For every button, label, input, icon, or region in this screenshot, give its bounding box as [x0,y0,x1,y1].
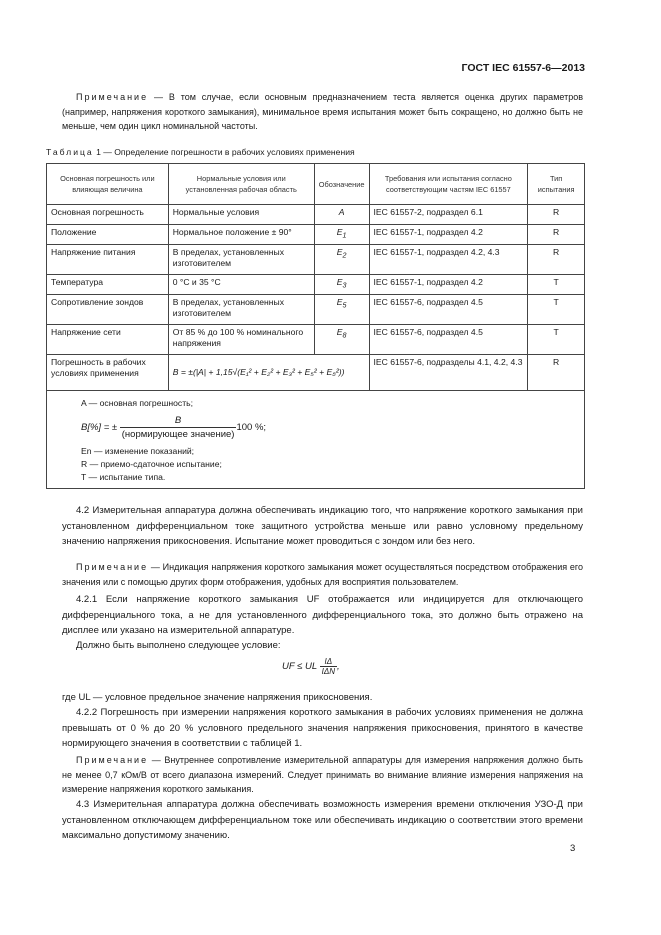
note-2 [62,560,583,589]
col-header: Обозначение [314,164,369,205]
cell-req: IEC 61557-1, подраздел 4.2 [369,275,528,295]
cell-formula [168,355,369,391]
sym-sub: 1 [342,231,347,240]
formula-lhs: B[%] = ± [81,422,118,434]
table-row [47,325,585,355]
cell-sym [314,295,369,325]
note-3 [62,753,583,797]
table-row [47,225,585,245]
note-r: R — приемо-сдаточное испытание; [81,459,222,469]
cell-param: Положение [47,225,169,245]
note-text: — Внутреннее сопротивление измерительной аппаратуры для измерения напряжения должно быть не менее 0,7 кОм/В от всего диапазона измерений. Следует принимать во внимание влияние измерения напряжения на измерение напряжения короткого замыкания. [62,755,583,794]
cell-param: Погрешность в рабочих условиях применения [47,355,169,391]
formula2-tail: , [336,661,340,673]
cell-req: IEC 61557-2, подраздел 6.1 [369,205,528,225]
note-label: Примечание [76,562,149,572]
formula2-lhs: UF ≤ UL [282,661,317,673]
cell-type: T [528,275,585,295]
formula-tail: 100 %; [236,422,267,434]
sym-main: E [336,277,343,287]
cell-sym [314,225,369,245]
para-4-2-2: 4.2.2 Погрешность при измерении напряжения короткого замыкания в рабочих условиях применения не должна превышать от 0 % до 20 % условного предельного значения напряжения прикосновения, принятого в качестве нормирующего значения в соответствии с таблицей 1. [62,707,583,749]
sym-main: A [338,207,345,217]
note-text: — В том случае, если основным предназначением теста является оценка других параметров (например, напряжения короткого замыкания), минимальное время испытания может быть сокращено, но должно быть не меньше, чем один цикл номинальной частоты. [62,92,583,131]
formula-num: B [120,414,237,428]
sym-main: E [336,227,343,237]
formula-uf [282,657,340,676]
table-notes-row [47,391,585,489]
cell-type: R [528,225,585,245]
cell-sym [314,245,369,275]
sym-sub: 8 [342,331,347,340]
para-where: где UL — условное предельное значение напряжения прикосновения. [62,692,373,703]
note-label: Примечание [76,92,149,102]
table-notes [47,391,585,489]
para-4-2: 4.2 Измерительная аппаратура должна обеспечивать индикацию того, что напряжение короткого замыкания при установленном дифференциальном токе защитного устройства меньше или равно условному предельному значению напряжения прикосновения. Испытание может проводиться с зондом или без него. [62,505,583,547]
cell-req: IEC 61557-1, подраздел 4.2, 4.3 [369,245,528,275]
sym-sub: 2 [342,251,347,260]
sym-sub: 5 [342,301,347,310]
note-a: A — основная погрешность; [81,398,194,408]
formula2-fraction [320,657,337,676]
formula-relative [81,414,578,441]
cell-param: Основная погрешность [47,205,169,225]
note-1 [62,90,583,134]
table-header-row [47,164,585,205]
table-caption [46,147,355,157]
formula-fraction [120,414,237,441]
cell-param: Температура [47,275,169,295]
caption-label: Таблица [46,147,94,157]
table-row [47,355,585,391]
cell-sym [314,205,369,225]
formula2-den: IΔN [321,667,335,676]
cell-cond: Нормальные условия [168,205,314,225]
cell-type: R [528,245,585,275]
cell-sym [314,275,369,295]
table-row [47,295,585,325]
para-4-3: 4.3 Измерительная аппаратура должна обеспечивать возможность измерения времени отключения УЗО-Д при установленном отключающем дифференциальном токе или обеспечивать индикацию о соответствии этого времени максимально допустимому значению. [62,799,583,841]
cell-type: T [528,325,585,355]
document-header: ГОСТ IEC 61557-6—2013 [461,62,585,74]
para-4-2-1: 4.2.1 Если напряжение короткого замыкания UF отображается или индицируется для отключающего дифференциального тока, а не для установленного дифференциального тока, это должно быть отражено на дисплее или указано на измерительной аппаратуре. [62,594,583,636]
cell-cond: От 85 % до 100 % номинального напряжения [168,325,314,355]
cell-cond: Нормальное положение ± 90° [168,225,314,245]
formula-b: B = ±(|A| + 1,15√(E₁² + E₂² + E₃² + E₅² + E₈²)) [172,367,345,377]
caption-text: 1 — Определение погрешности в рабочих условиях применения [93,147,355,157]
sym-main: E [336,297,343,307]
cell-sym [314,325,369,355]
sym-main: E [336,327,343,337]
cell-cond: В пределах, установленных изготовителем [168,245,314,275]
table-row [47,205,585,225]
cell-req: IEC 61557-6, подразделы 4.1, 4.2, 4.3 [369,355,528,391]
sym-main: E [336,247,343,257]
table-row [47,275,585,295]
cell-cond: 0 °С и 35 °С [168,275,314,295]
table-row [47,245,585,275]
note-text: — Индикация напряжения короткого замыкания может осуществляться посредством отображения его значения или с помощью других форм отображения, удобных для восприятия пользователем. [62,562,583,587]
col-header: Основная погрешность или влияющая величина [47,164,169,205]
cell-param: Напряжение сети [47,325,169,355]
cell-param: Напряжение питания [47,245,169,275]
cell-cond: В пределах, установленных изготовителем [168,295,314,325]
cell-type: R [528,355,585,391]
page-number: 3 [570,843,576,854]
note-en: En — изменение показаний; [81,446,195,456]
formula-den: (нормирующее значение) [121,429,235,440]
col-header: Требования или испытания согласно соответствующим частям IEC 61557 [369,164,528,205]
cell-req: IEC 61557-6, подраздел 4.5 [369,325,528,355]
cell-param: Сопротивление зондов [47,295,169,325]
col-header: Нормальные условия или установленная рабочая область [168,164,314,205]
cell-type: T [528,295,585,325]
para-condition: Должно быть выполнено следующее условие: [76,640,281,651]
cell-type: R [528,205,585,225]
note-label: Примечание [76,755,149,765]
cell-req: IEC 61557-6, подраздел 4.5 [369,295,528,325]
error-table [46,163,585,489]
cell-req: IEC 61557-1, подраздел 4.2 [369,225,528,245]
formula2-num: IΔ [320,657,337,667]
note-t: T — испытание типа. [81,472,166,482]
sym-sub: 3 [342,281,347,290]
col-header: Тип испытания [528,164,585,205]
